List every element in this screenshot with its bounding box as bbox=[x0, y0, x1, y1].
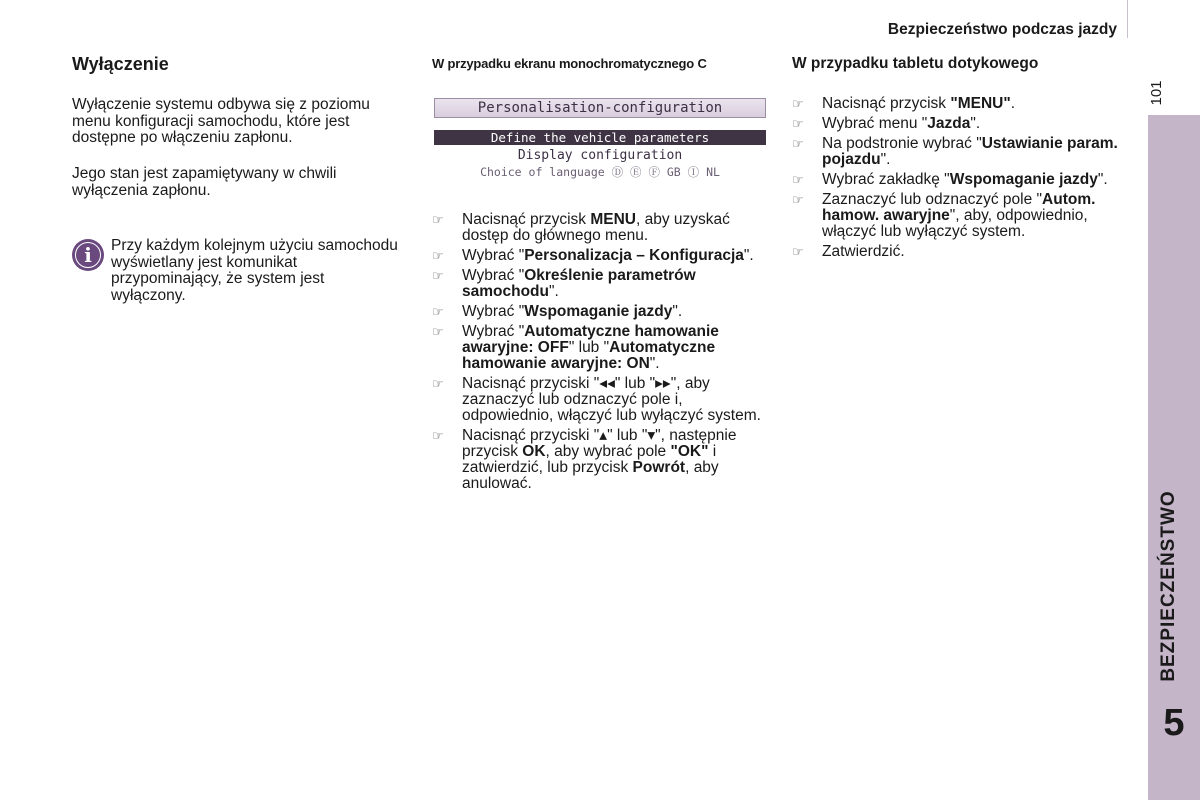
pointing-hand-icon: ☞ bbox=[792, 136, 804, 151]
pointing-hand-icon: ☞ bbox=[792, 244, 804, 259]
memory-paragraph: Jego stan jest zapamiętywany w chwili wyłączenia zapłonu. bbox=[72, 165, 337, 199]
touchscreen-steps-list bbox=[792, 96, 1132, 264]
pointing-hand-icon: ☞ bbox=[792, 96, 804, 111]
header-divider bbox=[1127, 0, 1128, 38]
list-item: ☞ Nacisnąć przycisk MENU, aby uzyskać dostęp do głównego menu. bbox=[432, 211, 730, 244]
pointing-hand-icon: ☞ bbox=[432, 428, 444, 443]
pointing-hand-icon: ☞ bbox=[432, 248, 444, 263]
list-item: ☞ Zatwierdzić. bbox=[792, 243, 905, 260]
pointing-hand-icon: ☞ bbox=[792, 116, 804, 131]
list-item: ☞ Zaznaczyć lub odznaczyć pole "Autom. hamow. awaryjne", aby, odpowiednio, włączyć lub wyłączyć system. bbox=[792, 191, 1096, 240]
pointing-hand-icon: ☞ bbox=[792, 172, 804, 187]
list-item: ☞ Nacisnąć przyciski "◂◂" lub "▸▸", aby zaznaczyć lub odznaczyć pole i, odpowiednio, włączyć lub wyłączyć system. bbox=[432, 375, 761, 424]
monochrome-steps-list bbox=[432, 212, 772, 496]
list-item: ☞ Nacisnąć przycisk "MENU". bbox=[792, 95, 1015, 112]
chapter-tab bbox=[1148, 115, 1200, 800]
pointing-hand-icon: ☞ bbox=[432, 324, 444, 339]
monochrome-screen-display bbox=[432, 96, 767, 186]
pointing-hand-icon: ☞ bbox=[792, 192, 804, 207]
list-item: ☞ Wybrać zakładkę "Wspomaganie jazdy". bbox=[792, 171, 1108, 188]
list-item: ☞ Wybrać "Określenie parametrów samochodu". bbox=[432, 267, 696, 300]
chapter-number: 5 bbox=[1163, 702, 1185, 744]
list-item: ☞ Nacisnąć przyciski "▴" lub "▾", następnie przycisk OK, aby wybrać pole "OK" i zatwierdzić, lub przycisk Powrót, aby anulować. bbox=[432, 427, 737, 492]
pointing-hand-icon: ☞ bbox=[432, 376, 444, 391]
list-item: ☞ Wybrać menu "Jazda". bbox=[792, 115, 981, 132]
deactivation-paragraph: Wyłączenie systemu odbywa się z poziomu menu konfiguracji samochodu, które jest dostępne po włączeniu zapłonu. bbox=[72, 96, 370, 146]
page-number: 101 bbox=[1148, 80, 1165, 106]
screen-selected-item: Define the vehicle parameters bbox=[434, 130, 766, 145]
touchscreen-heading: W przypadku tabletu dotykowego bbox=[792, 55, 1039, 72]
list-item: ☞ Wybrać "Personalizacja – Konfiguracja". bbox=[432, 247, 754, 264]
list-item: ☞ Wybrać "Automatyczne hamowanie awaryjne: OFF" lub "Automatyczne hamowanie awaryjne: ON". bbox=[432, 323, 719, 372]
pointing-hand-icon: ☞ bbox=[432, 304, 444, 319]
info-note: Przy każdym kolejnym użyciu samochodu wyświetlany jest komunikat przypominający, że system jest wyłączony. bbox=[111, 237, 398, 304]
chapter-title: BEZPIECZEŃSTWO bbox=[1158, 490, 1179, 682]
screen-menu-item: Display configuration bbox=[517, 148, 683, 163]
list-item: ☞ Na podstronie wybrać "Ustawianie param. pojazdu". bbox=[792, 135, 1118, 168]
monochrome-screen-heading: W przypadku ekranu monochromatycznego C bbox=[432, 56, 707, 71]
list-item: ☞ Wybrać "Wspomaganie jazdy". bbox=[432, 303, 683, 320]
screen-menu-item: Choice of language Ⓓ Ⓔ Ⓕ GB Ⓘ NL bbox=[480, 165, 720, 179]
section-title: Bezpieczeństwo podczas jazdy bbox=[887, 21, 1117, 38]
pointing-hand-icon: ☞ bbox=[432, 212, 444, 227]
deactivation-heading: Wyłączenie bbox=[72, 54, 169, 74]
screen-menu-title: Personalisation-configuration bbox=[434, 98, 766, 118]
info-icon: i bbox=[72, 239, 104, 271]
pointing-hand-icon: ☞ bbox=[432, 268, 444, 283]
